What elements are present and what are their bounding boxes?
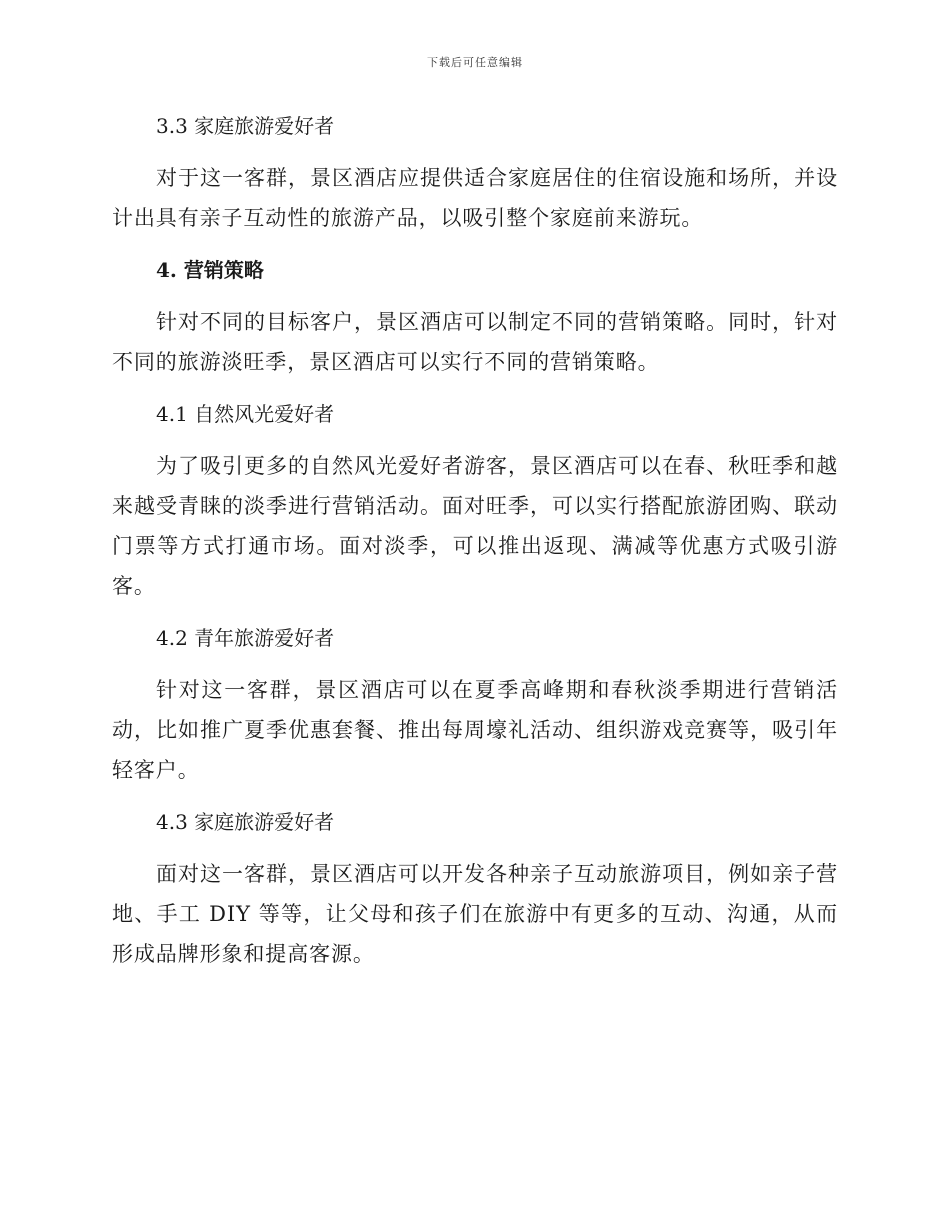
- paragraph-4: 针对不同的目标客户，景区酒店可以制定不同的营销策略。同时，针对不同的旅游淡旺季，景区酒店可以实行不同的营销策略。: [112, 310, 838, 374]
- header-note: 下载后可任意编辑: [427, 56, 523, 69]
- section-heading-3-3: 3.3 家庭旅游爱好者: [156, 114, 335, 138]
- paragraph-4-1: 为了吸引更多的自然风光爱好者游客，景区酒店可以在春、秋旺季和越来越受青睐的淡季进行营销活动。面对旺季，可以实行搭配旅游团购、联动门票等方式打通市场。面对淡季，可以推出返现、满减等优惠方式吸引游客。: [112, 454, 838, 598]
- paragraph-4-3: 面对这一客群，景区酒店可以开发各种亲子互动旅游项目，例如亲子营地、手工 DIY 等等，让父母和孩子们在旅游中有更多的互动、沟通，从而形成品牌形象和提高客源。: [112, 862, 838, 966]
- section-heading-4-1: 4.1 自然风光爱好者: [156, 402, 335, 426]
- section-heading-4-2: 4.2 青年旅游爱好者: [156, 626, 335, 650]
- document-body: [112, 106, 838, 974]
- paragraph-4-2: 针对这一客群，景区酒店可以在夏季高峰期和春秋淡季期进行营销活动，比如推广夏季优惠套餐、推出每周壕礼活动、组织游戏竞赛等，吸引年轻客户。: [112, 678, 838, 782]
- paragraph-3-3: 对于这一客群，景区酒店应提供适合家庭居住的住宿设施和场所，并设计出具有亲子互动性的旅游产品，以吸引整个家庭前来游玩。: [112, 166, 838, 230]
- section-heading-4-3: 4.3 家庭旅游爱好者: [156, 810, 335, 834]
- section-heading-4: 4. 营销策略: [156, 258, 264, 282]
